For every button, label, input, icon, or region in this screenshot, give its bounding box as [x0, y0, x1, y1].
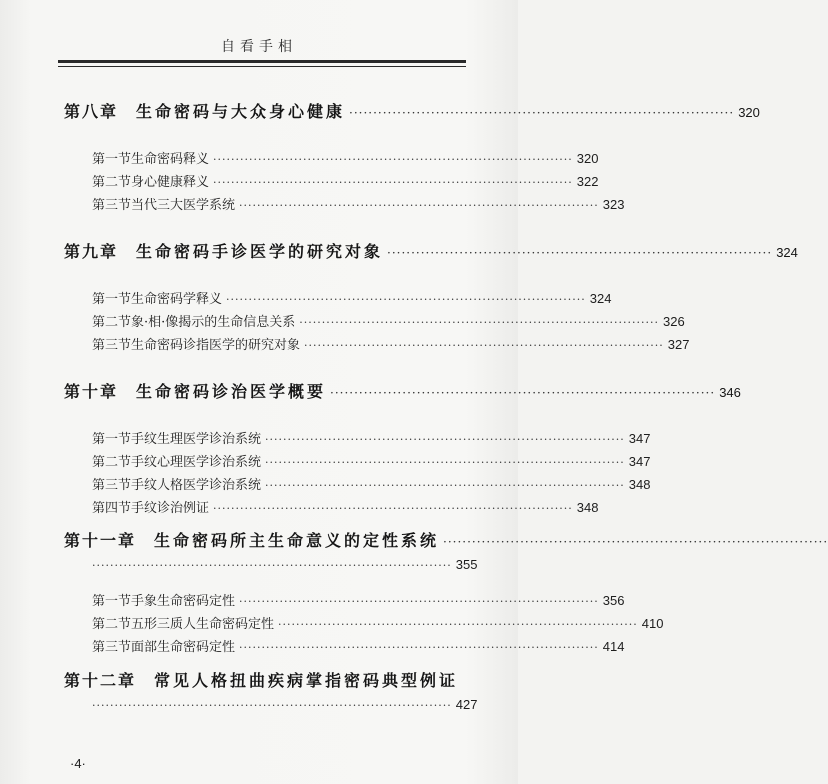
toc-section[interactable]: [92, 590, 625, 609]
folio-page-number: ·4·: [70, 756, 86, 771]
section-title: 面部生命密码定性: [131, 640, 236, 655]
chapter-number: 第十一章: [64, 531, 137, 550]
section-title: 五形三质人生命密码定性: [131, 617, 275, 632]
page-number: 323: [602, 197, 625, 212]
chapter-title: 生命密码所主生命意义的定性系统: [154, 531, 440, 550]
chapter-title: 生命密码手诊医学的研究对象: [136, 242, 384, 261]
leader-dots: ················································································: [265, 479, 625, 492]
leader-dots: ················································································: [299, 316, 660, 329]
toc-section[interactable]: [92, 148, 599, 167]
header-rule-thick: [58, 60, 466, 63]
page-number: 427: [455, 697, 478, 712]
toc-section[interactable]: [92, 311, 685, 330]
toc-section[interactable]: [92, 334, 690, 353]
toc-chapter-12[interactable]: [64, 668, 466, 690]
section-number: 第三节: [92, 338, 132, 353]
toc-chapter-11[interactable]: [64, 528, 828, 550]
section-title: 当代三大医学系统: [131, 198, 236, 213]
toc-chapter-8[interactable]: [64, 99, 760, 121]
leader-dots: ················································································: [443, 535, 828, 549]
section-number: 第二节: [92, 617, 132, 632]
running-header: 自看手相: [221, 39, 297, 55]
chapter-title: 生命密码诊治医学概要: [136, 382, 327, 401]
toc-section[interactable]: [92, 171, 599, 190]
chapter-title: 常见人格扭曲疾病掌指密码典型例证: [154, 671, 459, 690]
section-number: 第二节: [92, 455, 132, 470]
toc-section[interactable]: [92, 497, 599, 516]
section-number: 第四节: [92, 501, 132, 516]
section-number: 第一节: [92, 152, 132, 167]
page-number: 320: [576, 151, 599, 166]
leader-dots: ················································································: [213, 176, 573, 189]
leader-dots: ················································································: [265, 456, 625, 469]
toc-chapter-9[interactable]: [64, 239, 798, 261]
section-title: 生命密码学释义: [131, 292, 223, 307]
chapter-title: 生命密码与大众身心健康: [136, 102, 346, 121]
toc-section[interactable]: [92, 613, 664, 632]
leader-dots: ················································································: [387, 246, 773, 260]
section-number: 第一节: [92, 292, 132, 307]
page-number: 347: [628, 431, 651, 446]
leader-dots: ················································································: [278, 618, 638, 631]
leader-dots: ················································································: [213, 502, 573, 515]
leader-dots: ················································································: [239, 199, 599, 212]
section-number: 第三节: [92, 198, 132, 213]
leader-dots: ················································································: [330, 386, 716, 400]
page-number: 356: [602, 593, 625, 608]
page-number: 327: [667, 337, 690, 352]
page-number: 355: [455, 557, 478, 572]
page-number: 324: [589, 291, 612, 306]
header-rule-thin: [58, 66, 466, 67]
section-title: 手纹生理医学诊治系统: [131, 432, 262, 447]
page-number: 322: [576, 174, 599, 189]
toc-chapter-12-page-line[interactable]: [92, 697, 478, 715]
leader-dots: ················································································: [239, 641, 599, 654]
leader-dots: ················································································: [265, 433, 625, 446]
section-number: 第三节: [92, 640, 132, 655]
section-title: 手纹人格医学诊治系统: [131, 478, 262, 493]
toc-chapter-10[interactable]: [64, 379, 741, 401]
section-number: 第二节: [92, 315, 132, 330]
section-number: 第一节: [92, 432, 132, 447]
leader-dots: ················································································: [92, 559, 452, 572]
section-title: 手象生命密码定性: [131, 594, 236, 609]
section-number: 第一节: [92, 594, 132, 609]
page-number: 324: [776, 245, 798, 260]
toc-section[interactable]: [92, 194, 625, 213]
page-number: 348: [576, 500, 599, 515]
chapter-number: 第十章: [64, 382, 119, 401]
toc-section[interactable]: [92, 636, 625, 655]
toc-chapter-11-page-line[interactable]: [92, 557, 478, 575]
section-title: 象·相·像揭示的生命信息关系: [131, 315, 296, 330]
leader-dots: ················································································: [213, 153, 573, 166]
section-title: 手纹心理医学诊治系统: [131, 455, 262, 470]
toc-section[interactable]: [92, 474, 651, 493]
page-number: 346: [719, 385, 741, 400]
leader-dots: ················································································: [239, 595, 599, 608]
toc-section[interactable]: [92, 451, 651, 470]
leader-dots: ················································································: [92, 699, 452, 712]
chapter-number: 第十二章: [64, 671, 137, 690]
page-number: 348: [628, 477, 651, 492]
section-title: 生命密码释义: [131, 152, 210, 167]
page-number: 414: [602, 639, 625, 654]
section-title: 生命密码诊指医学的研究对象: [131, 338, 301, 353]
chapter-number: 第八章: [64, 102, 119, 121]
page-number: 326: [663, 314, 685, 329]
page-number: 347: [628, 454, 651, 469]
section-number: 第三节: [92, 478, 132, 493]
section-title: 身心健康释义: [131, 175, 210, 190]
leader-dots: ················································································: [226, 293, 586, 306]
page-number: 410: [641, 616, 664, 631]
section-title: 手纹诊治例证: [131, 501, 210, 516]
toc-section[interactable]: [92, 428, 651, 447]
chapter-number: 第九章: [64, 242, 119, 261]
toc-section[interactable]: [92, 288, 612, 307]
section-number: 第二节: [92, 175, 132, 190]
leader-dots: ················································································: [304, 339, 664, 352]
leader-dots: ················································································: [349, 106, 735, 120]
page-number: 320: [738, 105, 760, 120]
